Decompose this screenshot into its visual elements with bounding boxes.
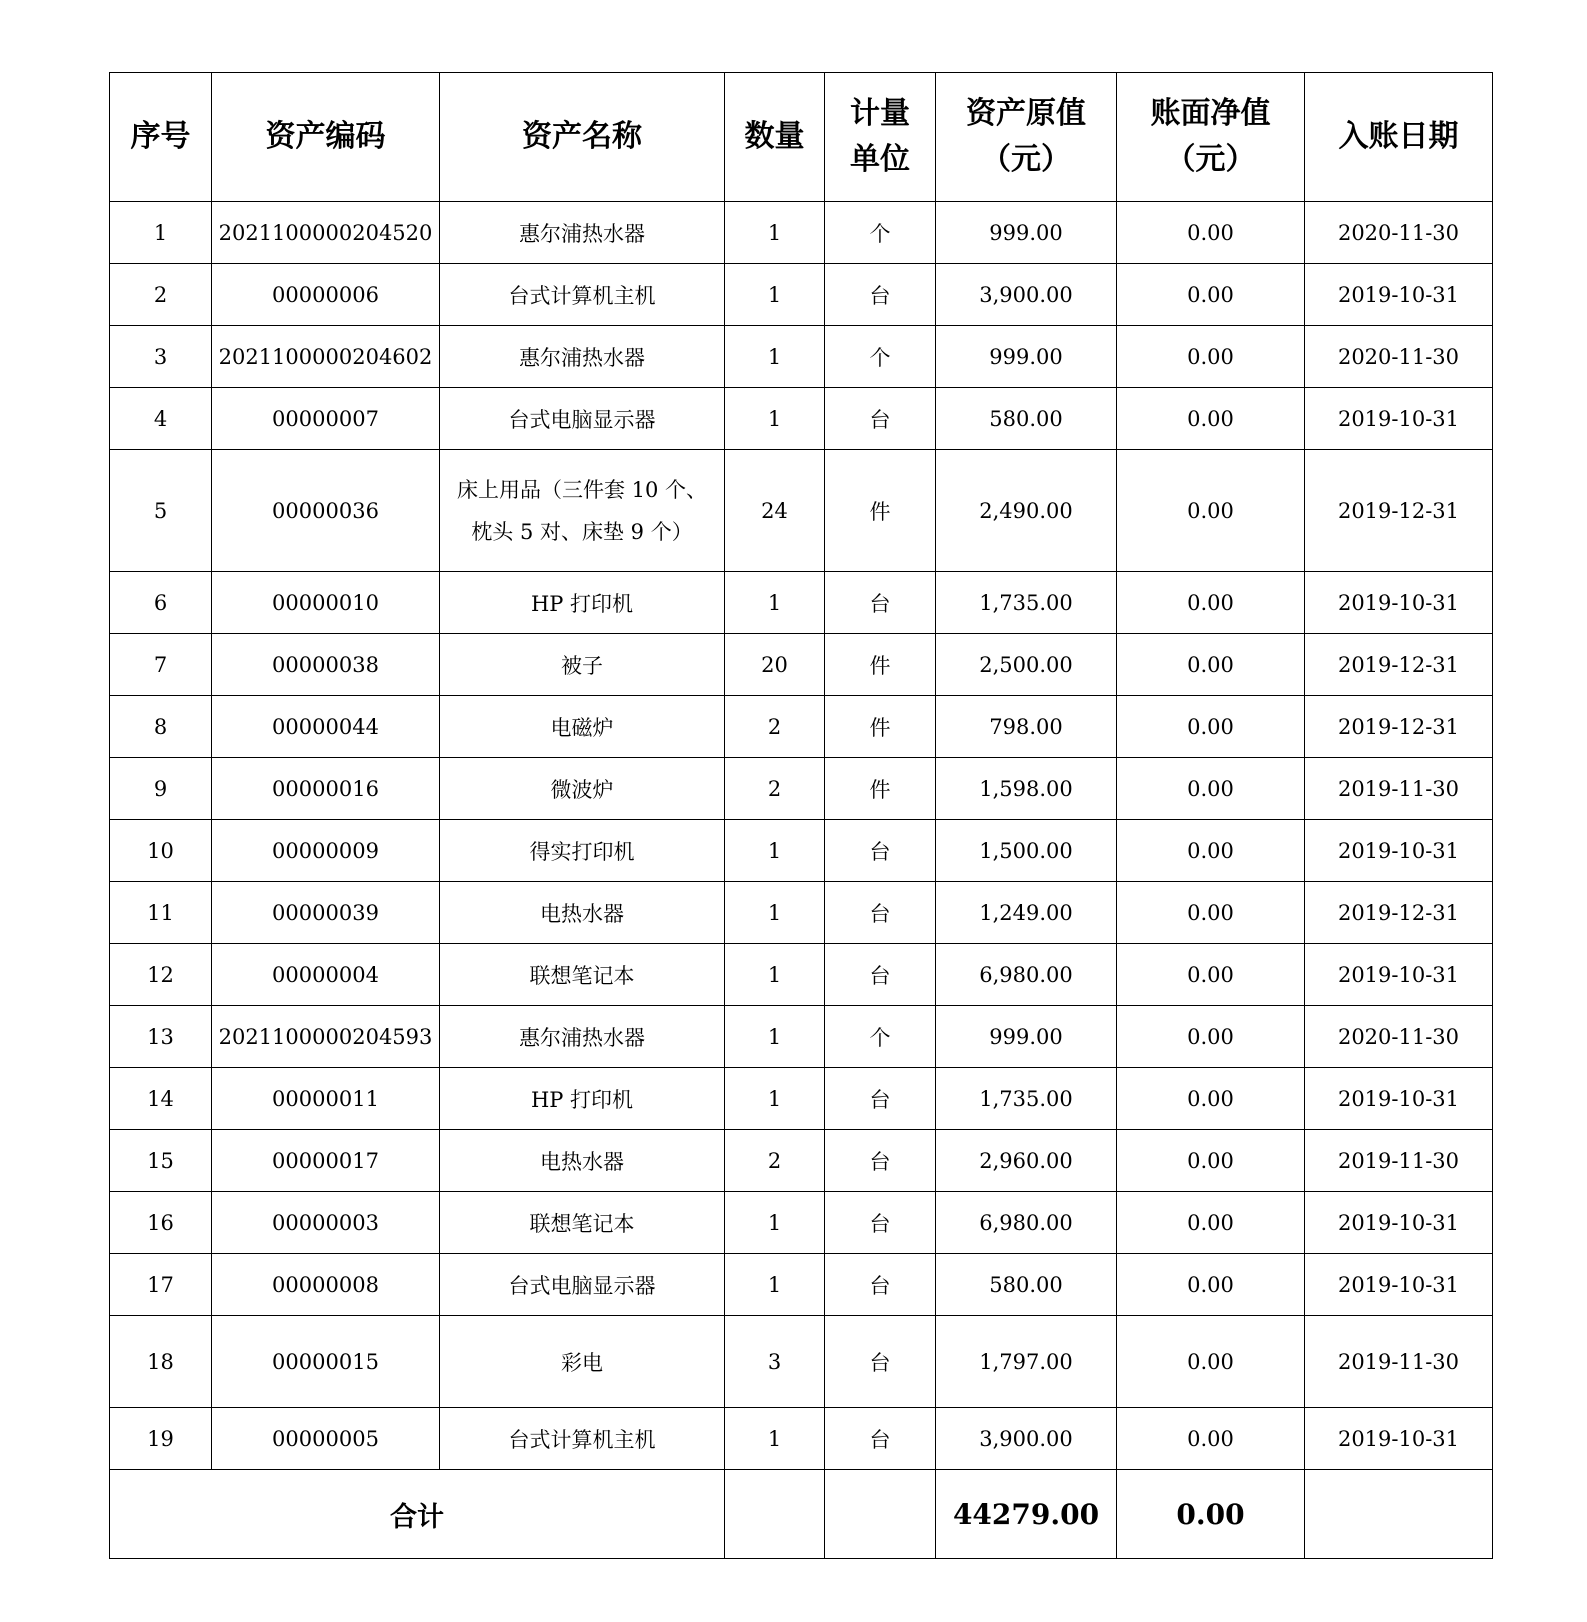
total-label: 合计 [110,1470,725,1559]
header-net-value-line1: 账面净值 [1150,96,1271,131]
cell-qty: 20 [725,634,825,696]
cell-name: 台式计算机主机 [440,1408,725,1470]
cell-unit: 台 [825,1068,936,1130]
table-row [110,1192,1493,1254]
table-row [110,264,1493,326]
cell-qty: 1 [725,202,825,264]
cell-name: 得实打印机 [440,820,725,882]
cell-date: 2019-10-31 [1305,1068,1493,1130]
cell-original-value: 1,500.00 [936,820,1117,882]
cell-qty: 24 [725,450,825,572]
cell-unit: 台 [825,264,936,326]
cell-unit: 台 [825,1192,936,1254]
cell-seq: 6 [110,572,212,634]
cell-unit: 件 [825,450,936,572]
cell-net-value: 0.00 [1117,882,1305,944]
header-original-value-line2: （元） [981,142,1071,177]
cell-date: 2020-11-30 [1305,202,1493,264]
cell-name: 台式电脑显示器 [440,1254,725,1316]
table-row [110,882,1493,944]
cell-net-value: 0.00 [1117,202,1305,264]
cell-date: 2019-10-31 [1305,820,1493,882]
header-seq: 序号 [110,73,212,202]
table-row [110,820,1493,882]
header-date: 入账日期 [1305,73,1493,202]
cell-name: 联想笔记本 [440,944,725,1006]
total-net-value: 0.00 [1117,1470,1305,1559]
cell-original-value: 999.00 [936,202,1117,264]
cell-original-value: 1,735.00 [936,1068,1117,1130]
cell-name: HP 打印机 [440,1068,725,1130]
cell-qty: 3 [725,1316,825,1408]
table-header-row [110,73,1493,202]
cell-original-value: 6,980.00 [936,944,1117,1006]
cell-code: 00000015 [212,1316,440,1408]
cell-net-value: 0.00 [1117,758,1305,820]
table-row [110,202,1493,264]
cell-date: 2019-11-30 [1305,1130,1493,1192]
cell-qty: 1 [725,882,825,944]
cell-seq: 17 [110,1254,212,1316]
cell-qty: 1 [725,1006,825,1068]
header-net-value [1117,73,1305,202]
table-row [110,758,1493,820]
cell-date: 2019-10-31 [1305,1254,1493,1316]
header-unit [825,73,936,202]
cell-date: 2019-10-31 [1305,264,1493,326]
table-row [110,1130,1493,1192]
header-original-value [936,73,1117,202]
cell-net-value: 0.00 [1117,1068,1305,1130]
cell-name [440,450,725,572]
header-original-value-line1: 资产原值 [966,96,1086,131]
cell-original-value: 2,500.00 [936,634,1117,696]
table-row [110,1316,1493,1408]
cell-net-value: 0.00 [1117,1408,1305,1470]
cell-code: 00000017 [212,1130,440,1192]
cell-net-value: 0.00 [1117,450,1305,572]
table-row [110,572,1493,634]
cell-seq: 1 [110,202,212,264]
cell-date: 2019-10-31 [1305,1192,1493,1254]
cell-original-value: 2,490.00 [936,450,1117,572]
cell-qty: 1 [725,1068,825,1130]
cell-code: 00000011 [212,1068,440,1130]
table-row [110,450,1493,572]
cell-net-value: 0.00 [1117,326,1305,388]
cell-unit: 台 [825,1254,936,1316]
cell-unit: 台 [825,1130,936,1192]
cell-net-value: 0.00 [1117,820,1305,882]
cell-code: 00000038 [212,634,440,696]
header-unit-line2: 单位 [850,142,910,177]
cell-qty: 2 [725,758,825,820]
cell-name: 被子 [440,634,725,696]
cell-seq: 8 [110,696,212,758]
cell-seq: 16 [110,1192,212,1254]
cell-code: 2021100000204593 [212,1006,440,1068]
cell-code: 2021100000204602 [212,326,440,388]
cell-qty: 1 [725,388,825,450]
total-row [110,1470,1493,1559]
cell-code: 00000008 [212,1254,440,1316]
cell-seq: 19 [110,1408,212,1470]
total-unit-empty [825,1470,936,1559]
table-row [110,326,1493,388]
cell-net-value: 0.00 [1117,1192,1305,1254]
cell-qty: 1 [725,1254,825,1316]
table-row [110,634,1493,696]
cell-unit: 件 [825,696,936,758]
cell-qty: 1 [725,572,825,634]
cell-qty: 1 [725,944,825,1006]
cell-unit: 个 [825,202,936,264]
cell-original-value: 999.00 [936,1006,1117,1068]
cell-name: 台式电脑显示器 [440,388,725,450]
cell-name: 台式计算机主机 [440,264,725,326]
cell-unit: 台 [825,944,936,1006]
cell-seq: 14 [110,1068,212,1130]
cell-code: 00000036 [212,450,440,572]
cell-original-value: 3,900.00 [936,1408,1117,1470]
cell-original-value: 1,598.00 [936,758,1117,820]
cell-qty: 1 [725,264,825,326]
cell-original-value: 3,900.00 [936,264,1117,326]
cell-net-value: 0.00 [1117,572,1305,634]
cell-unit: 台 [825,820,936,882]
header-code: 资产编码 [212,73,440,202]
table-row [110,1254,1493,1316]
cell-name-line2: 枕头 5 对、床垫 9 个） [471,519,693,544]
cell-original-value: 580.00 [936,388,1117,450]
cell-qty: 2 [725,1130,825,1192]
asset-table [109,72,1493,1559]
total-date-empty [1305,1470,1493,1559]
total-original-value: 44279.00 [936,1470,1117,1559]
cell-code: 00000007 [212,388,440,450]
cell-net-value: 0.00 [1117,634,1305,696]
cell-name: 彩电 [440,1316,725,1408]
cell-qty: 1 [725,820,825,882]
cell-code: 00000009 [212,820,440,882]
header-unit-line1: 计量 [850,96,910,131]
header-name: 资产名称 [440,73,725,202]
table-row [110,1006,1493,1068]
cell-seq: 4 [110,388,212,450]
cell-net-value: 0.00 [1117,264,1305,326]
cell-seq: 12 [110,944,212,1006]
cell-date: 2020-11-30 [1305,1006,1493,1068]
cell-unit: 台 [825,388,936,450]
cell-qty: 1 [725,326,825,388]
cell-name-line1: 床上用品（三件套 10 个、 [456,477,708,502]
cell-original-value: 6,980.00 [936,1192,1117,1254]
cell-net-value: 0.00 [1117,944,1305,1006]
table-row [110,1068,1493,1130]
cell-unit: 个 [825,1006,936,1068]
cell-date: 2019-12-31 [1305,450,1493,572]
cell-code: 2021100000204520 [212,202,440,264]
header-net-value-line2: （元） [1165,142,1256,177]
cell-code: 00000003 [212,1192,440,1254]
cell-original-value: 1,249.00 [936,882,1117,944]
cell-unit: 台 [825,572,936,634]
cell-qty: 1 [725,1192,825,1254]
cell-net-value: 0.00 [1117,696,1305,758]
table-row [110,944,1493,1006]
cell-net-value: 0.00 [1117,388,1305,450]
cell-name: 电热水器 [440,1130,725,1192]
cell-net-value: 0.00 [1117,1006,1305,1068]
cell-date: 2019-10-31 [1305,944,1493,1006]
cell-unit: 件 [825,758,936,820]
cell-code: 00000039 [212,882,440,944]
cell-name: 电热水器 [440,882,725,944]
cell-date: 2019-11-30 [1305,1316,1493,1408]
cell-original-value: 2,960.00 [936,1130,1117,1192]
cell-date: 2019-10-31 [1305,572,1493,634]
cell-original-value: 798.00 [936,696,1117,758]
cell-unit: 台 [825,1316,936,1408]
cell-code: 00000010 [212,572,440,634]
cell-date: 2020-11-30 [1305,326,1493,388]
cell-original-value: 999.00 [936,326,1117,388]
cell-seq: 11 [110,882,212,944]
cell-code: 00000005 [212,1408,440,1470]
cell-name: 电磁炉 [440,696,725,758]
cell-date: 2019-12-31 [1305,696,1493,758]
cell-seq: 3 [110,326,212,388]
cell-date: 2019-12-31 [1305,882,1493,944]
cell-seq: 7 [110,634,212,696]
cell-seq: 10 [110,820,212,882]
cell-name: 惠尔浦热水器 [440,1006,725,1068]
cell-seq: 18 [110,1316,212,1408]
cell-unit: 个 [825,326,936,388]
cell-date: 2019-10-31 [1305,1408,1493,1470]
cell-seq: 5 [110,450,212,572]
header-qty: 数量 [725,73,825,202]
cell-name: 惠尔浦热水器 [440,326,725,388]
cell-name: 惠尔浦热水器 [440,202,725,264]
cell-name: 联想笔记本 [440,1192,725,1254]
cell-original-value: 1,797.00 [936,1316,1117,1408]
cell-net-value: 0.00 [1117,1130,1305,1192]
cell-net-value: 0.00 [1117,1316,1305,1408]
total-qty-empty [725,1470,825,1559]
cell-code: 00000016 [212,758,440,820]
cell-qty: 1 [725,1408,825,1470]
cell-code: 00000006 [212,264,440,326]
table-row [110,1408,1493,1470]
cell-name: 微波炉 [440,758,725,820]
table-row [110,696,1493,758]
cell-code: 00000044 [212,696,440,758]
cell-seq: 15 [110,1130,212,1192]
cell-code: 00000004 [212,944,440,1006]
cell-date: 2019-10-31 [1305,388,1493,450]
cell-original-value: 580.00 [936,1254,1117,1316]
cell-seq: 9 [110,758,212,820]
table-row [110,388,1493,450]
cell-unit: 台 [825,882,936,944]
cell-unit: 台 [825,1408,936,1470]
cell-unit: 件 [825,634,936,696]
cell-name: HP 打印机 [440,572,725,634]
cell-original-value: 1,735.00 [936,572,1117,634]
cell-net-value: 0.00 [1117,1254,1305,1316]
cell-qty: 2 [725,696,825,758]
cell-seq: 13 [110,1006,212,1068]
cell-seq: 2 [110,264,212,326]
cell-date: 2019-11-30 [1305,758,1493,820]
cell-date: 2019-12-31 [1305,634,1493,696]
